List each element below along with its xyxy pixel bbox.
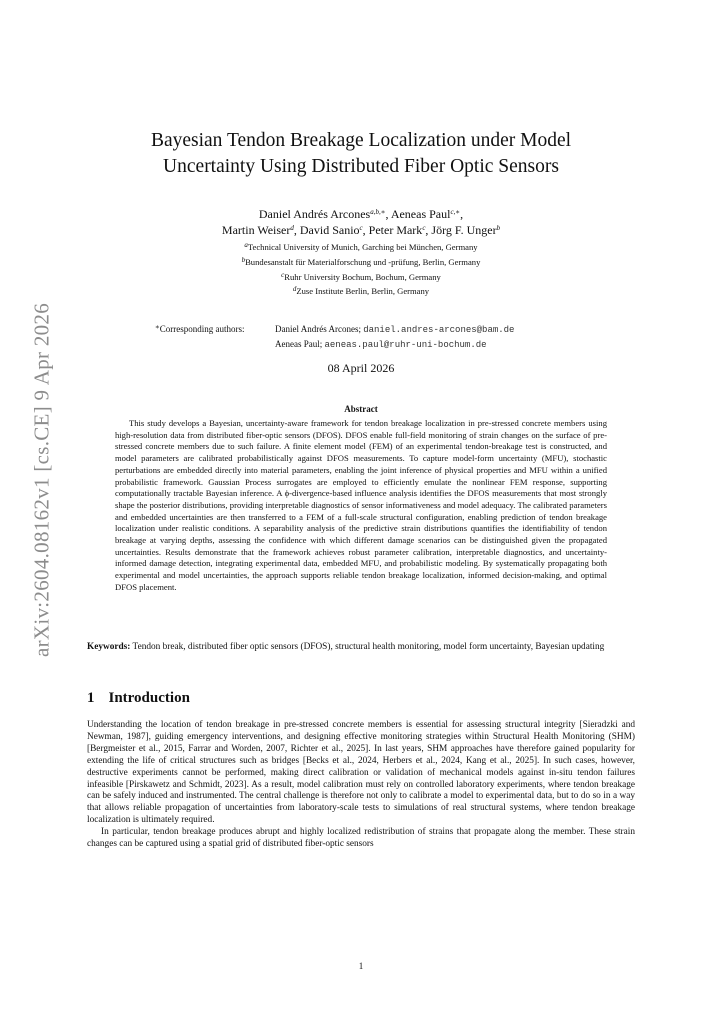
email-link[interactable]: daniel.andres-arcones@bam.de bbox=[363, 325, 515, 335]
keywords-text: Tendon break, distributed fiber optic sensors (DFOS), structural health monitoring, model form uncertainty, Bayesian updating bbox=[130, 642, 605, 652]
author-affil-mark: d bbox=[290, 224, 294, 232]
abstract-heading: Abstract bbox=[344, 404, 378, 414]
page-number: 1 bbox=[358, 961, 364, 971]
corresponding-label: ∗Corresponding authors: bbox=[155, 323, 245, 334]
email-link[interactable]: aeneas.paul@ruhr-uni-bochum.de bbox=[324, 339, 487, 350]
arxiv-identifier bbox=[22, 300, 62, 660]
publication-date: 08 April 2026 bbox=[327, 361, 395, 375]
author-name: Martin Weiser bbox=[221, 223, 291, 237]
author-name: David Sanio bbox=[299, 223, 360, 237]
corresponding-contacts: Daniel Andrés Arcones; daniel.andres-arcones@bam.de Aeneas Paul; aeneas.paul@ruhr-uni-bochum.de bbox=[275, 324, 515, 350]
section-title: Introduction bbox=[108, 690, 190, 706]
section-number: 1 bbox=[87, 690, 95, 706]
keywords bbox=[87, 641, 635, 654]
arxiv-identifier-text: arXiv:2604.08162v1 [cs.CE] 9 Apr 2026 bbox=[29, 302, 54, 658]
corresponding-authors bbox=[155, 323, 514, 352]
paragraph: Understanding the location of tendon breakage in pre-stressed concrete members is essential for assessing structural integrity [Sieradzki and Newman, 1987], guiding emergency interventions, and designing effective monitoring strategies within Structural Health Monitoring (SHM) [Bergmeister et al., 2015, Farrar and Worden, 2007, Richter et al., 2025]. In last years, SHM approaches have therefore gained popularity for extending the life of critical structures such as bridges [Becks et al., 2024, Herbers et al., 2024, Kang et al., 2025]. In such cases, however, destructive experiments cannot be performed, making direct calibration or validation of mechanical models against in-situ tendon failures infeasible [Pirskawetz and Schmidt, 2023]. As a result, model calibration must rely on controlled laboratory experiments, where tendon breakage can be safely induced and instrumented. The central challenge is therefore not only to calibrate a model to experimental data, but to do so in a way that allows reliable propagation of uncertainties from laboratory-scale tests to simulations of real structural systems, where tendon breakage localization is ultimately required. bbox=[87, 720, 635, 826]
affiliation-list bbox=[87, 240, 635, 299]
author-affil-mark: b bbox=[496, 224, 501, 232]
author-list bbox=[87, 206, 635, 238]
author-name: Aeneas Paul bbox=[390, 207, 451, 221]
author-name: Daniel Andrés Arcones bbox=[258, 207, 371, 221]
keywords-label: Keywords: bbox=[87, 642, 131, 652]
author-affil-mark: a,b,∗ bbox=[370, 208, 386, 216]
paragraph: In particular, tendon breakage produces abrupt and highly localized redistribution of strains that propagate along the member. These strain changes can be captured using a spatial grid of distributed fiber-optic sensors bbox=[87, 827, 635, 850]
author-line-2: Martin Weiser$^d$, David Sanio$^c$, Peter Mark$^c$, Jörg F. Unger$^b$ bbox=[221, 223, 501, 237]
abstract-text: This study develops a Bayesian, uncertainty-aware framework for tendon breakage localization in pre-stressed concrete members using high-resolution data from distributed fiber-optic sensors (DFOS). DFOS enable full-field monitoring of strain changes on the surface of pre-stressed concrete members due to such failure. A finite element model (FEM) of an experimental tendon-breakage test is constructed, and model parameters are calibrated probabilistically against DFOS measurements. To capture model-form uncertainty (MFU), stochastic perturbations are embedded directly into material parameters, enabling the joint inference of physical properties and MFU within a unified probabilistic framework. Gaussian Process surrogates are employed to efficiently emulate the nonlinear FEM response, supporting computationally tractable Bayesian inference. A ϕ-divergence-based influence analysis identifies the DFOS measurements that most strongly shape the posterior distributions, providing interpretable diagnostics of sensor informativeness and model adequacy. The calibrated parameters and embedded uncertainties are then transferred to a FEM of a full-scale structural configuration, enabling prediction of tendon breakage localization under realistic conditions. A separability analysis of the predictive strain distributions quantifies the identifiability of tendon breakage at varying depths, assessing the confidence with which different damage scenarios can be distinguished given the propagated uncertainties. Results demonstrate that the framework achieves robust parameter calibration, interpretable diagnostics, and uncertainty-informed damage detection, integrating experimental data, embedded MFU, and probabilistic modeling. By systematically propagating both experimental and model uncertainties, the approach supports reliable tendon breakage localization, informed decision-making, and optimal DFOS placement. bbox=[115, 418, 607, 592]
author-affil-mark: c bbox=[422, 224, 426, 232]
author-line-1: Daniel Andrés Arcones$^{a,b,∗}$, Aeneas Paul$^{c,∗}$, bbox=[258, 207, 464, 221]
affiliation-item: $^a$Technical University of Munich, Garching bei München, Germany bbox=[244, 241, 478, 252]
section-body bbox=[87, 720, 635, 851]
author-affil-mark: c bbox=[359, 224, 363, 232]
author-name: Jörg F. Unger bbox=[431, 223, 497, 237]
affiliation-item: $^d$Zuse Institute Berlin, Berlin, Germany bbox=[292, 285, 430, 297]
author-name: Peter Mark bbox=[368, 223, 423, 237]
affiliation-item: $^b$Bundesanstalt für Materialforschung und -prüfung, Berlin, Germany bbox=[241, 255, 481, 267]
section-heading bbox=[87, 690, 190, 707]
author-affil-mark: c,∗ bbox=[450, 208, 461, 216]
title-line-2: Uncertainty Using Distributed Fiber Optic Sensors bbox=[163, 156, 559, 177]
paper-title bbox=[87, 128, 635, 180]
affiliation-item: $^c$Ruhr University Bochum, Bochum, Germany bbox=[281, 270, 441, 282]
title-line-1: Bayesian Tendon Breakage Localization under Model bbox=[150, 130, 572, 151]
